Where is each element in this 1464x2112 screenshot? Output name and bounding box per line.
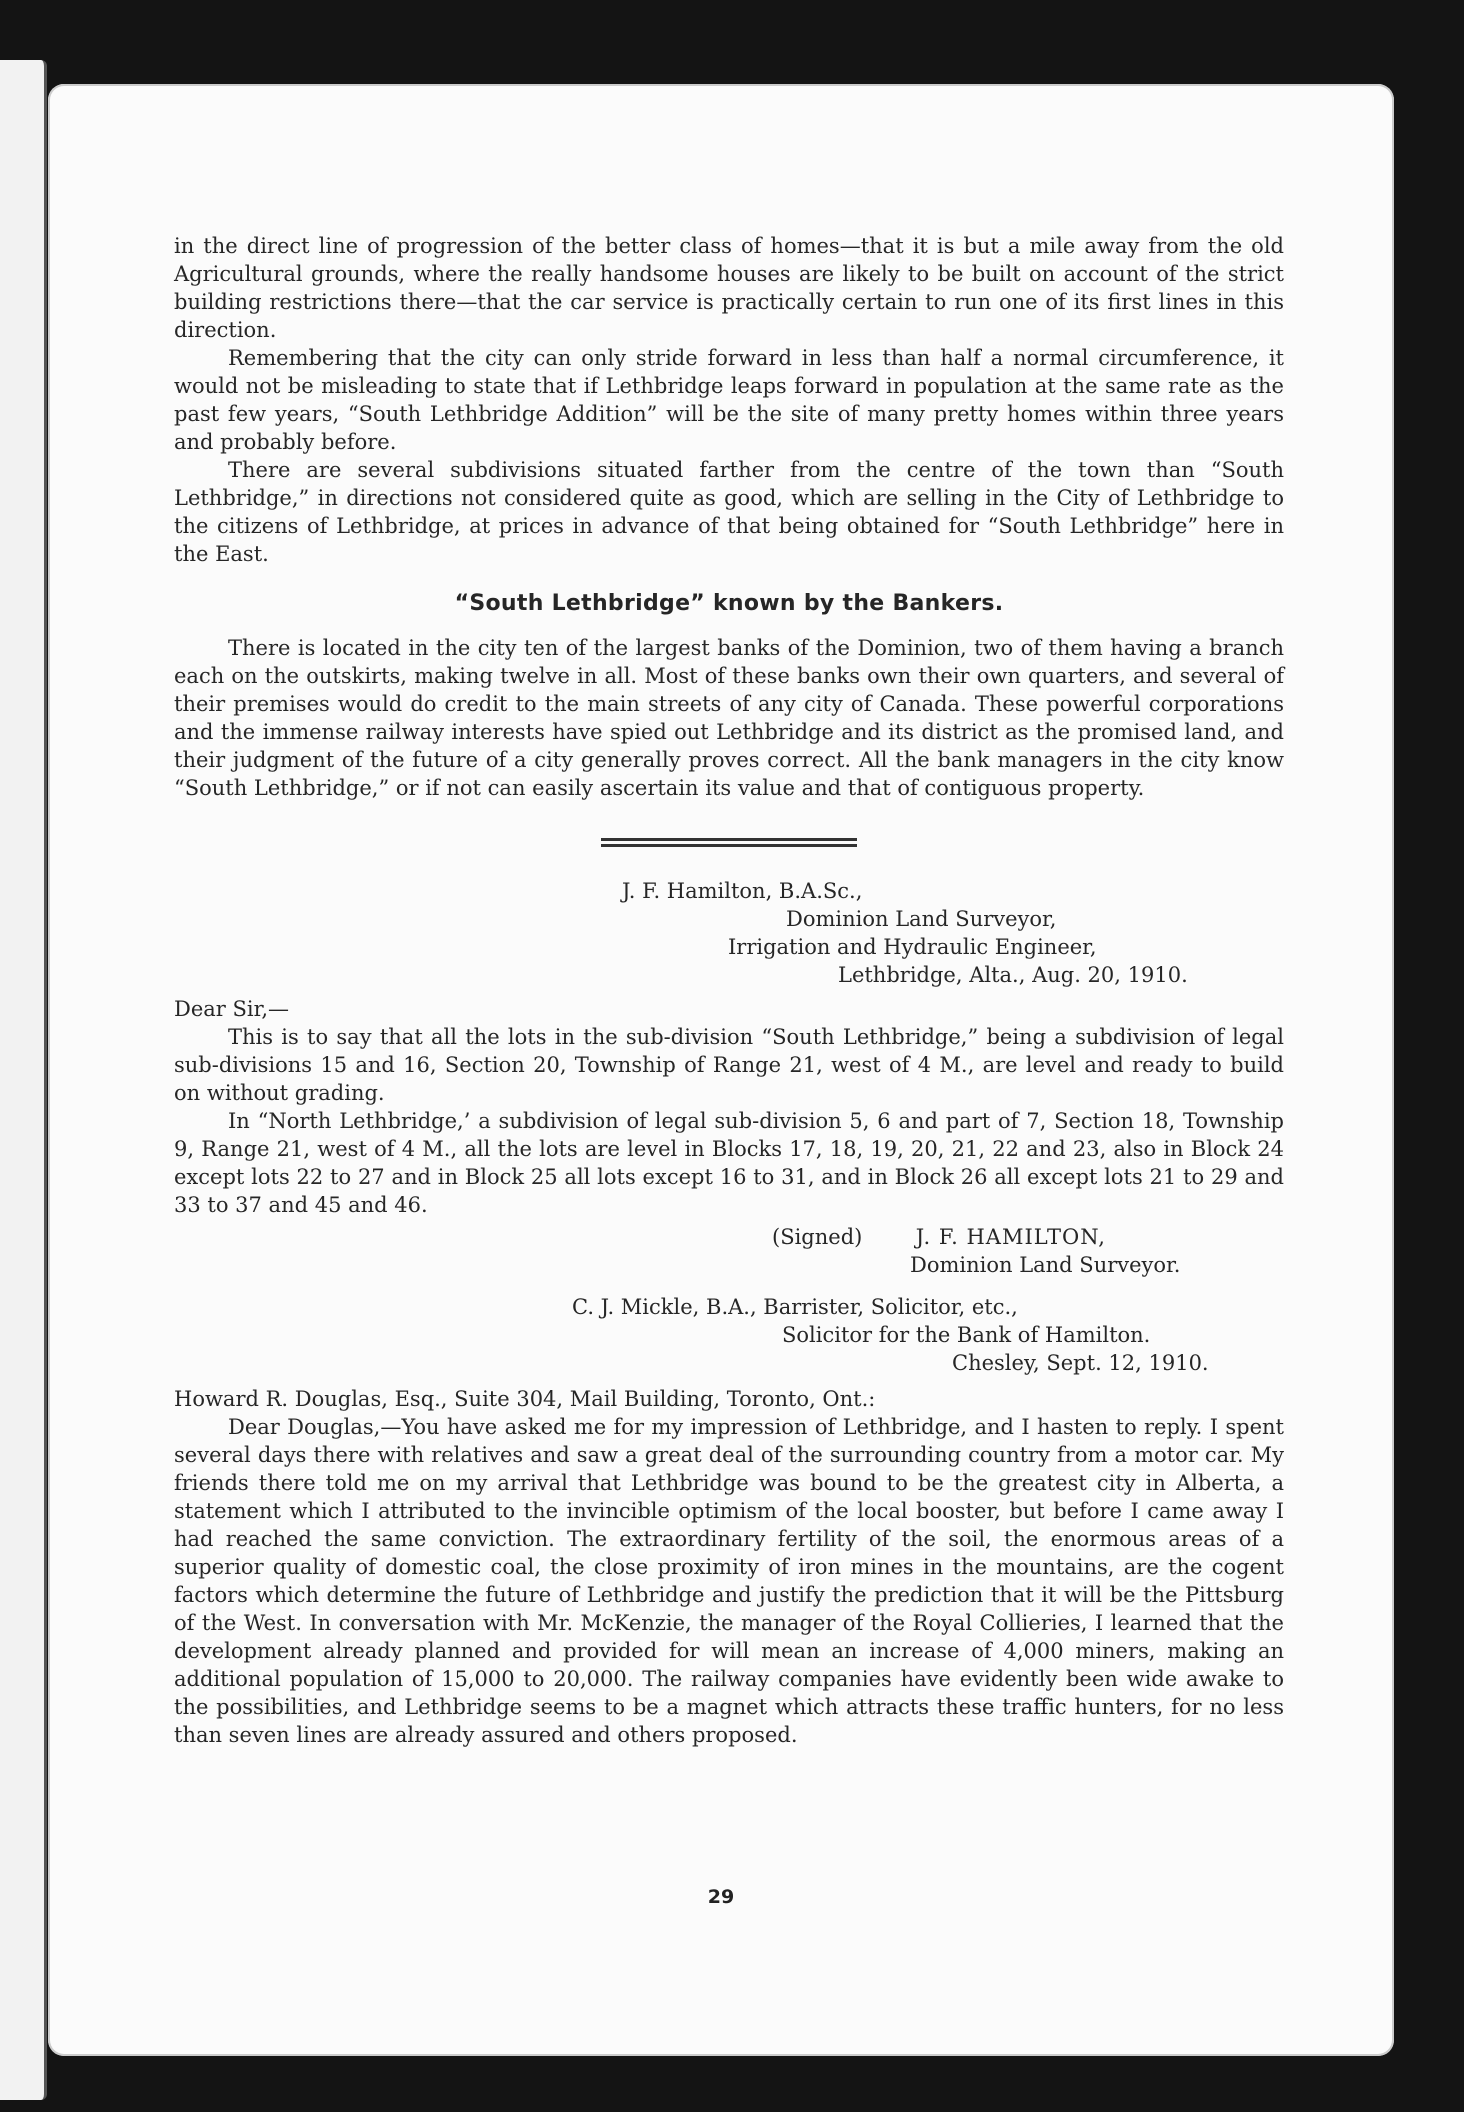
paragraph-remembering: Remembering that the city can only stride forward in less than half a normal circumference, it would not be misleading to state that if Lethbridge leaps forward in population at the same rate as the past few years, “South Lethbridge Addition” will be the site of many pretty homes within three years and probably before. [174,346,1284,454]
signature-title: Dominion Land Surveyor. [910,1253,1181,1277]
book-spine-edge [0,60,47,2100]
book-page [48,84,1394,2056]
letter1-date: Lethbridge, Alta., Aug. 20, 1910. [838,963,1188,987]
letter1-body-paragraph: This is to say that all the lots in the sub-division “South Lethbridge,” being a subdivision of legal sub-divisions 15 and 16, Section 20, Township of Range 21, west of 4 M., are level and ready to build on without grading. [174,1025,1284,1105]
letter2-body: Dear Douglas,—You have asked me for my impression of Lethbridge, and I hasten to reply. I spent several days there with relatives and saw a great deal of the surrounding country from a motor car. My friends there told me on my arrival that Lethbridge was bound to be the greatest city in Alberta, a statement which I attributed to the invincible optimism of the local booster, but before I came away I had reached the same conviction. The extraordinary fertility of the soil, the enormous areas of a superior quality of domestic coal, the close proximity of iron mines in the mountains, are the cogent factors which determine the future of Lethbridge and justify the prediction that it will be the Pittsburg of the West. In conversation with Mr. McKenzie, the manager of the Royal Collieries, I learned that the development already planned and provided for will mean an increase of 4,000 miners, making an additional population of 15,000 to 20,000. The railway companies have evidently been wide awake to the possibilities, and Lethbridge seems to be a magnet which attracts these traffic hunters, for no less than seven lines are already assured and others proposed. [174,1415,1284,1747]
letter2-header-line: C. J. Mickle, B.A., Barrister, Solicitor, etc., [572,1295,1018,1319]
signed-label: (Signed) [772,1225,863,1249]
letter2-header-line: Solicitor for the Bank of Hamilton. [782,1323,1151,1347]
letter1-signature-line [174,1223,1284,1251]
page-number: 29 [707,1886,735,1908]
letter1-body-paragraph: In “North Lethbridge,’ a subdivision of legal sub-division 5, 6 and part of 7, Section 18, Township 9, Range 21, west of 4 M., all the lots are level in Blocks 17, 18, 19, 20, 21, 22 and 23, also in Block 24 except lots 22 to 27 and in Block 25 all lots except 16 to 31, and in Block 26 all except lots 21 to 29 and 33 to 37 and 45 and 46. [174,1109,1284,1217]
paragraph-continuation: in the direct line of progression of the better class of homes—that it is but a mile away from the old Agricultural grounds, where the really handsome houses are likely to be built on account of the strict building restrictions there—that the car service is practically certain to run one of its first lines in this direction. [174,234,1284,342]
paragraph-subdivisions: There are several subdivisions situated farther from the centre of the town than “South Lethbridge,” in directions not considered quite as good, which are selling in the City of Lethbridge to the citizens of Lethbridge, at prices in advance of that being obtained for “South Lethbridge” here in the East. [174,458,1284,566]
letter2-addressee: Howard R. Douglas, Esq., Suite 304, Mail Building, Toronto, Ont.: [174,1387,876,1411]
paragraph-bankers: There is located in the city ten of the largest banks of the Dominion, two of them having a branch each on the outskirts, making twelve in all. Most of these banks own their own quarters, and several of their premises would do credit to the main streets of any city of Canada. These powerful corporations and the immense railway interests have spied out Lethbridge and its district as the promised land, and their judgment of the future of a city generally proves correct. All the bank managers in the city know “South Lethbridge,” or if not can easily ascertain its value and that of contiguous property. [174,636,1284,800]
letter-mickle [174,1293,1284,1749]
double-rule-divider [601,838,857,847]
section-heading: “South Lethbridge” known by the Bankers. [454,591,1004,616]
letter1-header-line: J. F. Hamilton, B.A.Sc., [622,879,863,903]
letter1-salutation: Dear Sir,— [174,997,290,1021]
letter1-header-line: Irrigation and Hydraulic Engineer, [728,935,1097,959]
letter2-date: Chesley, Sept. 12, 1910. [952,1351,1209,1375]
page-text [174,232,1284,1749]
letter-hamilton [174,877,1284,1279]
letter1-header-line: Dominion Land Surveyor, [786,907,1057,931]
signature-name: J. F. HAMILTON, [915,1225,1106,1249]
